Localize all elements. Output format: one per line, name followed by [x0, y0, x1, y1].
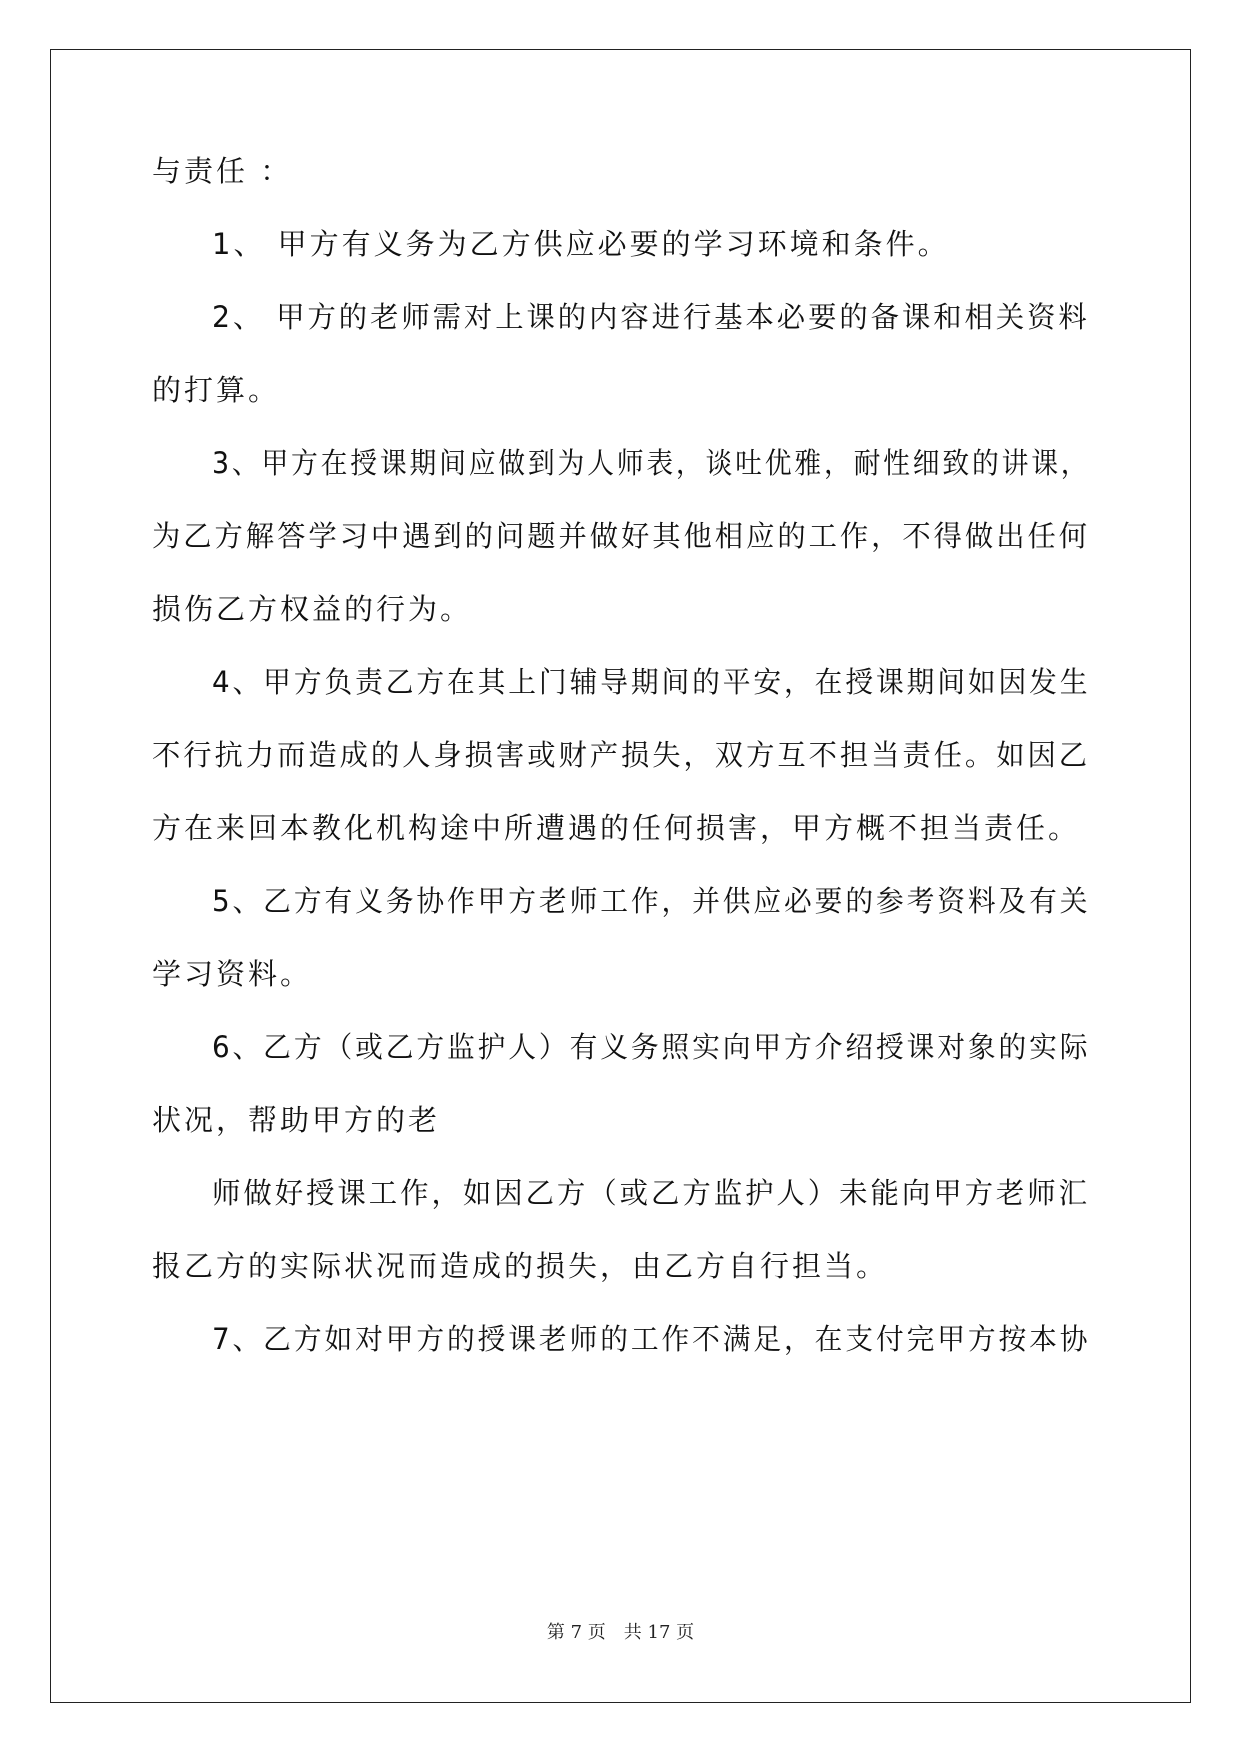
text-line: 损伤乙方权益的行为。 — [152, 592, 473, 626]
text-line: 与责任 ： — [152, 154, 293, 188]
text-line: 3、甲方在授课期间应做到为人师表，谈吐优雅，耐性细致的讲课， — [212, 446, 1091, 480]
text-line: 6、乙方（或乙方监护人）有义务照实向甲方介绍授课对象的实际 — [212, 1030, 1091, 1064]
page-border — [50, 49, 1191, 1703]
text-line: 状况，帮助甲方的老 — [152, 1103, 441, 1137]
page-number-footer: 第 7 页 共 17 页 — [546, 1622, 695, 1643]
text-line: 1、 甲方有义务为乙方供应必要的学习环境和条件。 — [212, 227, 950, 261]
text-line: 不行抗力而造成的人身损害或财产损失，双方互不担当责任。如因乙 — [152, 738, 1091, 772]
text-line: 报乙方的实际状况而造成的损失，由乙方自行担当。 — [152, 1249, 889, 1283]
text-line: 学习资料。 — [152, 957, 313, 991]
text-line: 5、乙方有义务协作甲方老师工作，并供应必要的参考资料及有关 — [212, 884, 1091, 918]
text-line: 4、甲方负责乙方在其上门辅导期间的平安，在授课期间如因发生 — [212, 665, 1091, 699]
text-line: 的打算。 — [152, 373, 281, 407]
text-line: 2、 甲方的老师需对上课的内容进行基本必要的备课和相关资料 — [212, 300, 1090, 334]
text-line: 方在来回本教化机构途中所遭遇的任何损害，甲方概不担当责任。 — [152, 811, 1081, 845]
text-line: 7、乙方如对甲方的授课老师的工作不满足，在支付完甲方按本协 — [212, 1322, 1091, 1356]
text-line: 为乙方解答学习中遇到的问题并做好其他相应的工作，不得做出任何 — [152, 519, 1091, 553]
text-line: 师做好授课工作，如因乙方（或乙方监护人）未能向甲方老师汇 — [212, 1176, 1091, 1210]
